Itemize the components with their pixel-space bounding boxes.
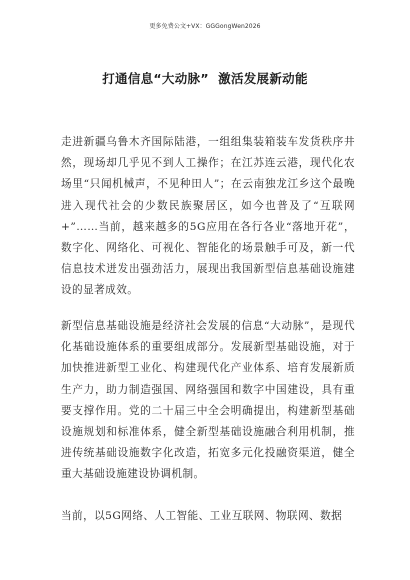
paragraph-3: 当前，以5G网络、人工智能、工业互联网、物联网、数据 (61, 510, 343, 522)
paragraph-1: 走进新疆乌鲁木齐国际陆港，一组组集装箱装车发货秩序井然，现场却几乎见不到人工操作；在江苏连云港，现代化农场里“只闻机械声，不见种田人”；在云南独龙江乡这个最晚进入现代社会的少数民族聚居区，如今也普及了“互联网+”……当前，越来越多的5G应用在各行各业“落地开花”，数字化、网络化、可视化、智能化的场景触手可及，新一代信息技术迸发出强劲活力，展现出我国新型信息基础设施建设的显著成效。 (61, 136, 355, 297)
paragraph-2-container (61, 316, 355, 486)
paragraph-3-container (61, 506, 355, 527)
paragraph-2: 新型信息基础设施是经济社会发展的信息“大动脉”，是现代化基础设施体系的重要组成部分。发展新型基础设施，对于加快推进新型工业化、构建现代化产业体系、培育发展新质生产力，助力制造强国、网络强国和数字中国建设，具有重要支撑作用。党的二十届三中全会明确提出，构建新型基础设施规划和标准体系，健全新型基础设施融合利用机制，推进传统基础设施数字化改造，拓宽多元化投融资渠道，健全重大基础设施建设协调机制。 (61, 320, 355, 481)
header-note: 更多免费公文+VX：GGGongWen2026 (149, 23, 261, 30)
paragraph-1-container (61, 132, 355, 302)
document-title: 打通信息“大动脉” 激活发展新动能 (102, 71, 308, 86)
